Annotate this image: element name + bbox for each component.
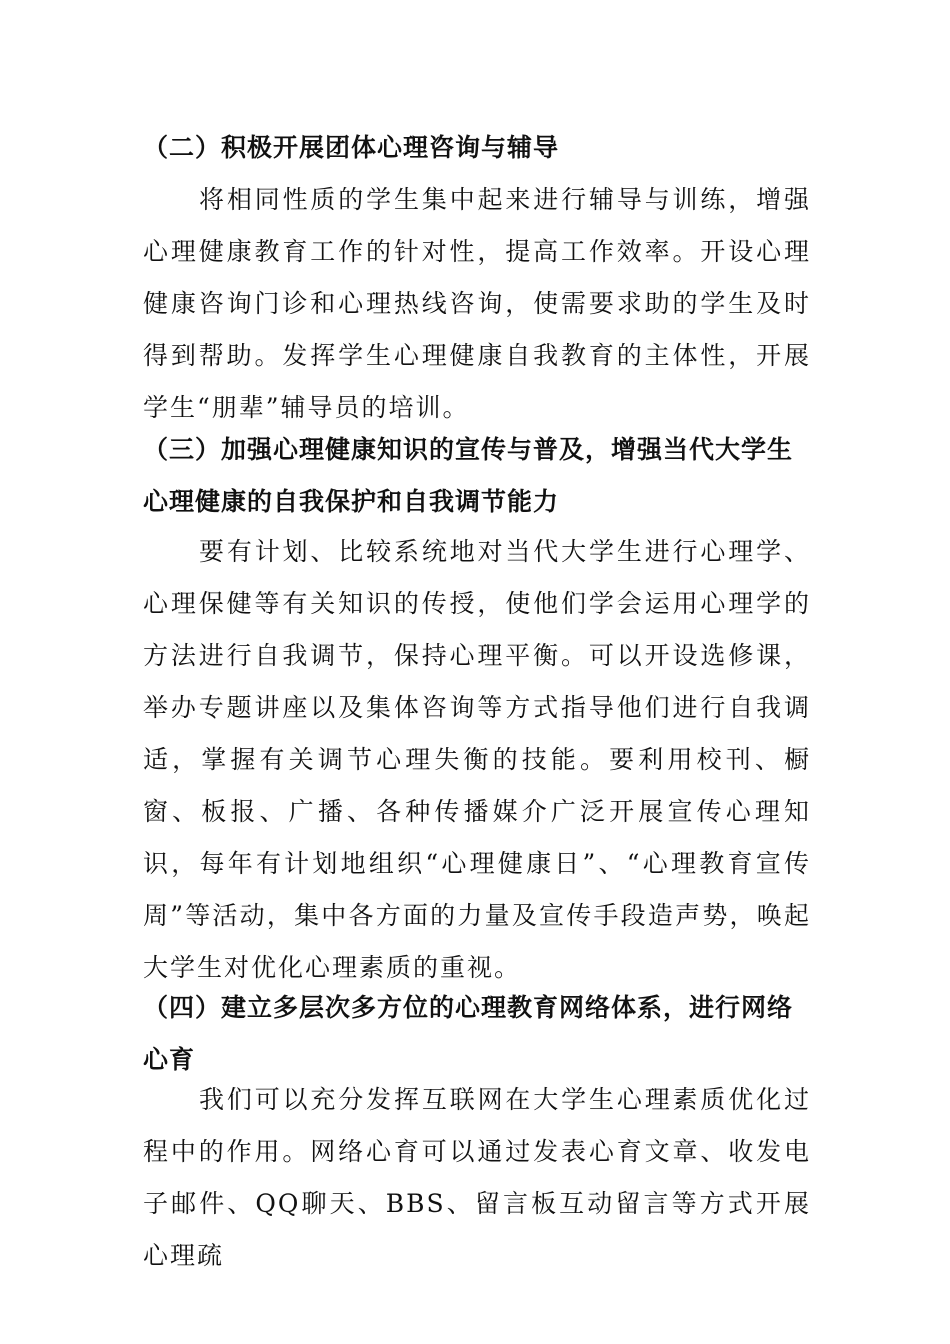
section-paragraph-3: 要有计划、比较系统地对当代大学生进行心理学、心理保健等有关知识的传授，使他们学会运用心理学的方法进行自我调节，保持心理平衡。可以开设选修课，举办专题讲座以及集体咨询等方式指导他们进行自我调适，掌握有关调节心理失衡的技能。要利用校刊、橱窗、板报、广播、各种传播媒介广泛开展宣传心理知识，每年有计划地组织“心理健康日”、“心理教育宣传周”等活动，集中各方面的力量及宣传手段造声势，唤起大学生对优化心理素质的重视。 (143, 537, 811, 982)
section-paragraph-2: 将相同性质的学生集中起来进行辅导与训练，增强心理健康教育工作的针对性，提高工作效率。开设心理健康咨询门诊和心理热线咨询，使需要求助的学生及时得到帮助。发挥学生心理健康自我教育的主体性，开展学生“朋辈”辅导员的培训。 (143, 185, 811, 422)
section-heading-4: （四）建立多层次多方位的心理教育网络体系，进行网络心育 (143, 993, 794, 1074)
section-heading-3: （三）加强心理健康知识的宣传与普及，增强当代大学生心理健康的自我保护和自我调节能力 (143, 435, 794, 516)
section-paragraph-4: 我们可以充分发挥互联网在大学生心理素质优化过程中的作用。网络心育可以通过发表心育文章、收发电子邮件、QQ聊天、BBS、留言板互动留言等方式开展心理疏 (143, 1085, 811, 1270)
section-heading-2: （二）积极开展团体心理咨询与辅导 (143, 133, 560, 162)
